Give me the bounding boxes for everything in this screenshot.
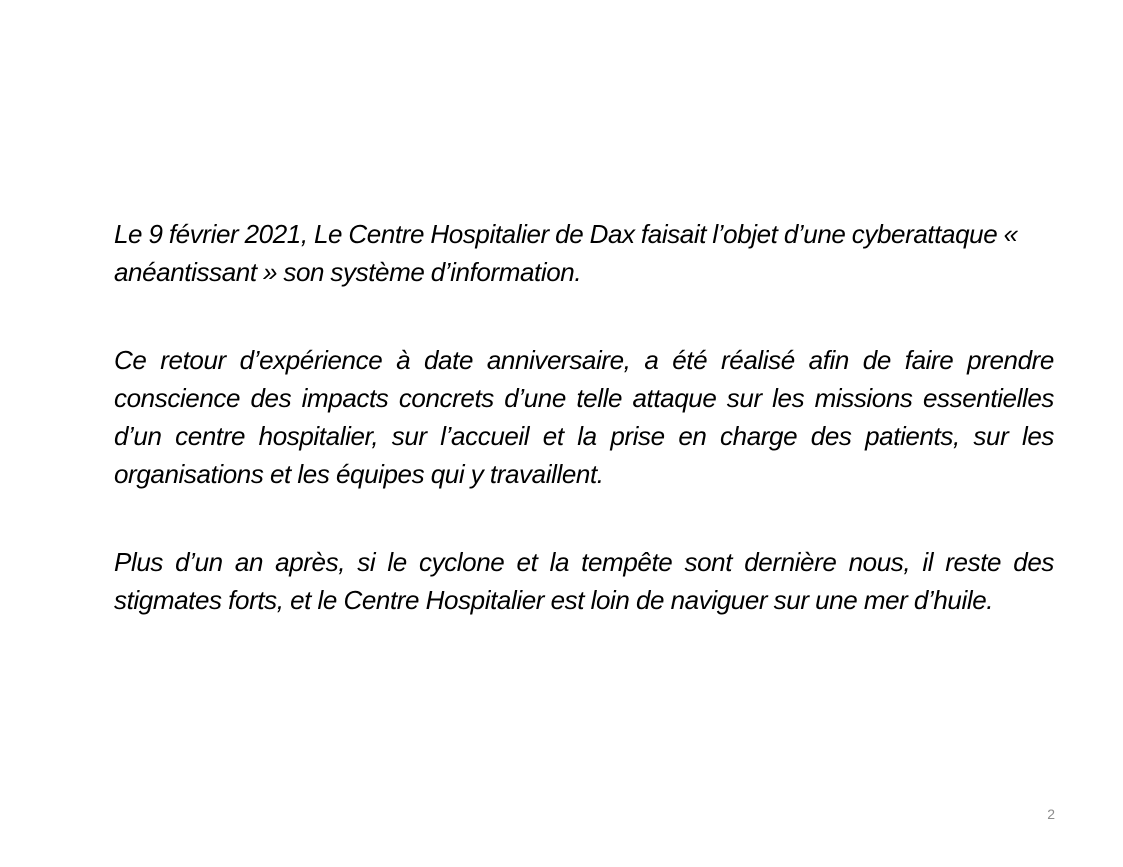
- paragraph-aftermath: Plus d’un an après, si le cyclone et la tempête sont dernière nous, il reste des stigmates forts, et le Centre Hospitalier est loin de naviguer sur une mer d’huile.: [114, 547, 1054, 615]
- page-number: 2: [1047, 806, 1055, 822]
- paragraph-intro: Le 9 février 2021, Le Centre Hospitalier de Dax faisait l’objet d’une cyberattaque « anéantissant » son système d’information.: [114, 219, 1018, 287]
- text-body: [114, 215, 1054, 619]
- paragraph-purpose: Ce retour d’expérience à date anniversaire, a été réalisé afin de faire prendre conscience des impacts concrets d’une telle attaque sur les missions essentielles d’un centre hospitalier, sur l’accueil et la prise en charge des patients, sur les organisations et les équipes qui y travaillent.: [114, 345, 1054, 489]
